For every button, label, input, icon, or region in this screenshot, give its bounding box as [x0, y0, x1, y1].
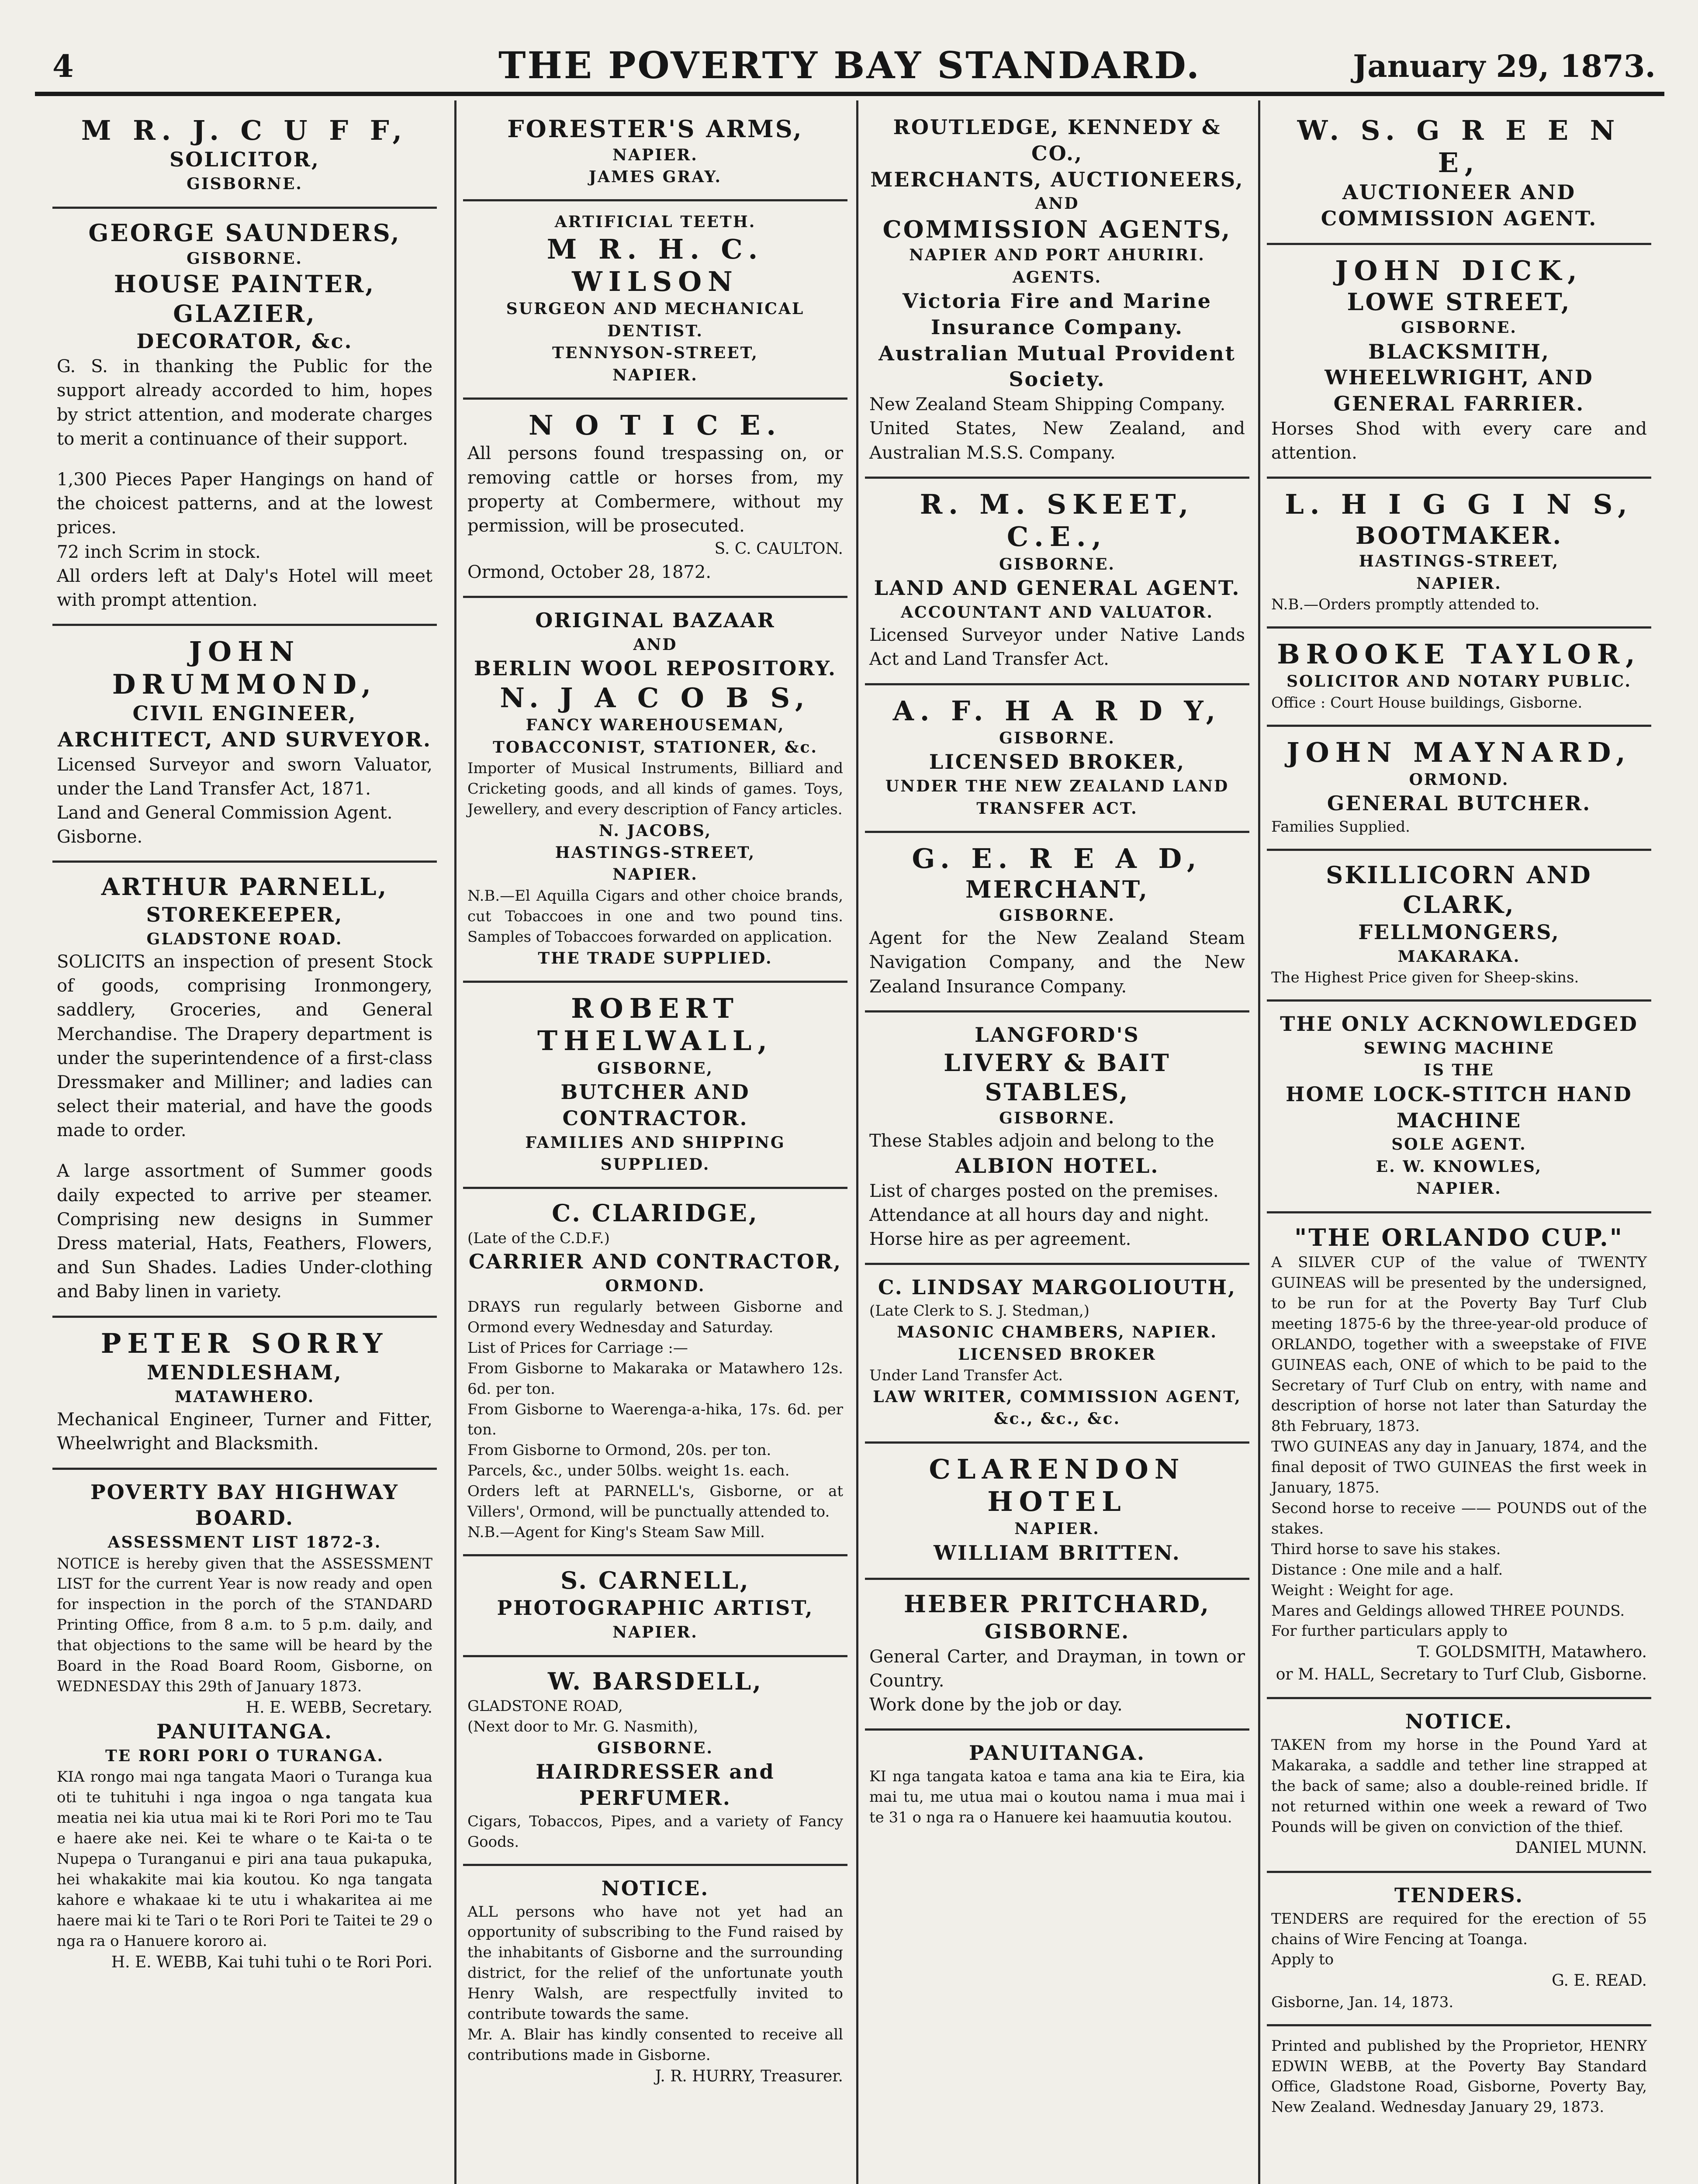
- ad-line: WILLIAM BRITTEN.: [934, 1541, 1181, 1565]
- ad-line: A SILVER CUP of the value of TWENTY GUINEAS will be presented by the undersigned, to be run for at the Poverty Bay Turf Club meeting 1875-6 by the three-year-old produce of ORLANDO, together with a sweepstake of FIVE GUINEAS each, ONE of which to be paid to the Secretary of Turf Club on entry, with name and description of horse not later than Saturday the 8th February, 1873.: [1271, 1254, 1647, 1435]
- advertisement-dick: [1267, 245, 1651, 479]
- advertisement-orlando: [1267, 1213, 1651, 1700]
- ad-line: G. S. in thanking the Public for the support already accorded to him, hopes by strict attention, and moderate charges to merit a continuance of their support.: [57, 356, 432, 449]
- ad-line: JOHN DICK,: [1335, 255, 1583, 287]
- ad-line: Horse hire as per agreement.: [869, 1229, 1131, 1250]
- ad-line: A. F. H A R D Y,: [892, 695, 1222, 727]
- ad-line: FANCY WAREHOUSEMAN,: [526, 716, 785, 735]
- ad-line: Apply to: [1271, 1951, 1334, 1969]
- ad-line: TENDERS.: [1394, 1883, 1524, 1907]
- column-divider: [1258, 100, 1260, 2184]
- ad-line: From Gisborne to Makaraka or Matawhero 12s. 6d. per ton.: [467, 1359, 843, 1398]
- ad-line: Mechanical Engineer, Turner and Fitter, Wheelwright and Blacksmith.: [57, 1410, 432, 1454]
- ad-line: From Gisborne to Ormond, 20s. per ton.: [467, 1441, 771, 1459]
- ad-line: S. CARNELL,: [560, 1566, 750, 1594]
- ad-line: Families Supplied.: [1271, 818, 1410, 836]
- ad-line: SKILLICORN AND CLARK,: [1326, 861, 1592, 919]
- ad-line: PANUITANGA.: [156, 1720, 333, 1744]
- ad-line: Mr. A. Blair has kindly consented to receive all contributions made in Gisborne.: [467, 2025, 843, 2064]
- ad-line: N.B.—El Aquilla Cigars and other choice brands, cut Tobaccoes in one and two pound tins. Samples of Tobaccoes forwarded on application.: [467, 887, 843, 946]
- ad-line: Victoria Fire and Marine Insurance Company.: [902, 289, 1212, 339]
- ad-line: GISBORNE.: [597, 1738, 713, 1757]
- ad-line: TAKEN from my horse in the Pound Yard at Makaraka, a saddle and tether line strapped at the back of same; also a double-reined bridle. If not returned within one week a reward of Two Pounds will be given on conviction of the thief.: [1271, 1736, 1647, 1836]
- ad-line: LOWE STREET,: [1347, 287, 1571, 316]
- advertisement-claridge: [463, 1189, 847, 1556]
- ad-line: (Next door to Mr. G. Nasmith),: [467, 1718, 699, 1735]
- ad-line: FELLMONGERS,: [1358, 920, 1560, 944]
- ad-line: Second horse to receive —— POUNDS out of the stakes.: [1271, 1499, 1647, 1538]
- ad-line: N.B.—Orders promptly attended to.: [1271, 596, 1540, 614]
- advertisement-greene: [1267, 105, 1651, 245]
- ad-line: Licensed Surveyor under Native Lands Act and Land Transfer Act.: [869, 625, 1245, 670]
- ad-line: AGENTS.: [1012, 268, 1102, 287]
- page-number: 4: [52, 48, 74, 84]
- advertisement-munn: [1267, 1699, 1651, 1873]
- ad-line: GEORGE SAUNDERS,: [88, 218, 401, 247]
- advertisement-highway: [52, 1470, 437, 1985]
- ad-line: NOTICE.: [1405, 1710, 1513, 1734]
- ad-line: BUTCHER AND CONTRACTOR.: [560, 1080, 750, 1130]
- ad-line: SOLICITOR,: [169, 148, 320, 172]
- ad-line: SOLICITS an inspection of present Stock of goods, comprising Ironmongery, saddlery, Groceries, and General Merchandise. The Drapery department is under the superintendence of a first-class Dressmaker and Milliner; and ladies can select their material, and have the goods made to order.: [57, 951, 432, 1141]
- ad-line: CARRIER AND CONTRACTOR,: [468, 1249, 842, 1273]
- advertisement-maynard: [1267, 727, 1651, 851]
- ad-line: M R. J. C U F F,: [81, 114, 408, 146]
- ad-line: S. C. CAULTON.: [714, 540, 843, 558]
- ad-line: H. E. WEBB, Secretary.: [246, 1698, 432, 1717]
- ad-line: GISBORNE.: [999, 729, 1115, 747]
- advertisement-panuitanga2: [865, 1731, 1249, 1839]
- ad-line: BLACKSMITH, WHEELWRIGHT, AND GENERAL FARRIER.: [1325, 339, 1594, 416]
- issue-date: January 29, 1873.: [1353, 48, 1656, 84]
- advertisement-saunders: [52, 209, 437, 626]
- ad-line: SOLE AGENT.: [1391, 1135, 1527, 1154]
- ad-line: J. R. HURRY, Treasurer.: [655, 2067, 843, 2085]
- ad-line: The Highest Price given for Sheep-skins.: [1271, 969, 1579, 987]
- advertisement-skeet: [865, 479, 1249, 685]
- ad-line: E. W. KNOWLES,: [1376, 1157, 1542, 1176]
- ad-line: W. S. G R E E N E,: [1297, 114, 1621, 179]
- ad-line: TE RORI PORI O TURANGA.: [105, 1747, 384, 1766]
- ad-line: From Gisborne to Waerenga-a-hika, 17s. 6d. per ton.: [467, 1400, 843, 1439]
- column-divider: [454, 100, 456, 2184]
- ad-line: For further particulars apply to: [1271, 1622, 1508, 1640]
- ad-line: List of charges posted on the premises.: [869, 1181, 1219, 1201]
- advertisement-skillicorn: [1267, 851, 1651, 1002]
- ad-line: ACCOUNTANT AND VALUATOR.: [901, 603, 1214, 622]
- ad-line: GENERAL BUTCHER.: [1327, 791, 1591, 816]
- advertisement-imprint: [1267, 2026, 1651, 2129]
- advertisement-hardy: [865, 685, 1249, 833]
- ad-line: United States, New Zealand, and Australian M.S.S. Company.: [869, 418, 1245, 463]
- ad-line: ARTIFICIAL TEETH.: [554, 213, 756, 232]
- ad-line: 1,300 Pieces Paper Hangings on hand of the choicest patterns, and at the lowest prices.: [57, 470, 432, 538]
- ad-line: HOME LOCK-STITCH HAND MACHINE: [1286, 1082, 1632, 1132]
- ad-line: MATAWHERO.: [174, 1387, 315, 1406]
- advertisement-pritchard: [865, 1580, 1249, 1731]
- ad-line: GISBORNE.: [187, 249, 303, 268]
- ad-line: FORESTER'S ARMS,: [507, 115, 803, 143]
- ad-line: 72 inch Scrim in stock.: [57, 542, 261, 562]
- ad-line: GISBORNE.: [984, 1620, 1130, 1644]
- ad-line: ORMOND.: [1409, 771, 1509, 789]
- advertisement-forester: [463, 105, 847, 201]
- advertisement-brooke: [1267, 629, 1651, 727]
- ad-line: All orders left at Daly's Hotel will meet with prompt attention.: [57, 566, 432, 610]
- ad-line: N. JACOBS,: [598, 821, 712, 840]
- spacer: [57, 451, 432, 468]
- ad-line: NAPIER.: [612, 366, 698, 384]
- ad-line: MERCHANT,: [965, 875, 1149, 904]
- masthead: [35, 26, 1664, 92]
- ad-line: STOREKEEPER,: [146, 902, 343, 926]
- ad-line: HASTINGS-STREET,: [1359, 552, 1560, 571]
- ad-line: Parcels, &c., under 50lbs. weight 1s. each.: [467, 1462, 790, 1480]
- ad-line: Horses Shod with every care and attention.: [1271, 419, 1647, 463]
- ad-line: A large assortment of Summer goods daily expected to arrive per steamer. Comprising new designs in Summer Dress material, Hats, Feathers, Flowers, and Sun Shades. Ladies Under-clothing and Baby linen in variety.: [57, 1161, 432, 1302]
- ad-line: POVERTY BAY HIGHWAY BOARD.: [90, 1480, 399, 1530]
- ad-line: BOOTMAKER.: [1355, 521, 1563, 549]
- ad-line: Work done by the job or day.: [869, 1695, 1123, 1715]
- ad-line: GISBORNE.: [999, 555, 1115, 574]
- ad-line: LAND AND GENERAL AGENT.: [874, 576, 1241, 600]
- ad-line: ARTHUR PARNELL,: [101, 873, 388, 901]
- ad-line: ROUTLEDGE, KENNEDY & CO.,: [893, 115, 1221, 165]
- masthead-rule: [35, 92, 1664, 96]
- ad-line: SURGEON AND MECHANICAL DENTIST.: [506, 300, 805, 340]
- advertisement-carnell: [463, 1556, 847, 1657]
- column-4: [1267, 105, 1651, 2184]
- advertisement-read: [865, 833, 1249, 1013]
- ad-line: (Late Clerk to S. J. Stedman,): [869, 1302, 1089, 1320]
- ad-line: LAW WRITER, COMMISSION AGENT, &c., &c., &c.: [873, 1387, 1242, 1428]
- advertisement-tenders: [1267, 1873, 1651, 2026]
- advertisement-barsdell: [463, 1657, 847, 1866]
- ad-line: DANIEL MUNN.: [1515, 1839, 1647, 1857]
- column-2: [463, 105, 847, 2184]
- ad-line: SEWING MACHINE: [1363, 1039, 1555, 1058]
- advertisement-notice_caulton: [463, 400, 847, 598]
- ad-line: DRAYS run regularly between Gisborne and Ormond every Wednesday and Saturday.: [467, 1298, 843, 1336]
- ad-line: Mares and Geldings allowed THREE POUNDS.: [1271, 1602, 1625, 1620]
- ad-line: LANGFORD'S: [975, 1023, 1140, 1047]
- ad-line: GLADSTONE ROAD.: [146, 930, 343, 948]
- ad-line: LICENSED BROKER: [958, 1345, 1156, 1364]
- ad-line: DECORATOR, &c.: [136, 329, 353, 353]
- ad-line: NAPIER.: [612, 145, 698, 164]
- ad-line: BERLIN WOOL REPOSITORY.: [474, 656, 837, 680]
- ad-line: Office : Court House buildings, Gisborne.: [1271, 694, 1583, 712]
- advertisement-notice_hurry: [463, 1866, 847, 2099]
- ad-line: BROOKE TAYLOR,: [1277, 638, 1641, 670]
- ad-line: MAKARAKA.: [1397, 947, 1521, 966]
- ad-line: Gisborne.: [57, 827, 143, 847]
- ad-line: LICENSED BROKER,: [929, 750, 1186, 774]
- advertisement-wilson: [463, 201, 847, 400]
- ad-line: NAPIER.: [1416, 574, 1502, 593]
- ad-line: GISBORNE.: [999, 906, 1115, 925]
- ad-line: GLADSTONE ROAD,: [467, 1697, 623, 1715]
- ad-line: ALL persons who have not yet had an opportunity of subscribing to the Fund raised by the inhabitants of Gisborne and the surrounding district, for the relief of the unfortunate youth Henry Walsh, are respectfully invited to contribute towards the same.: [467, 1903, 843, 2023]
- ad-line: UNDER THE NEW ZEALAND LAND TRANSFER ACT.: [885, 777, 1229, 818]
- ad-line: NAPIER.: [612, 865, 698, 884]
- ad-line: Importer of Musical Instruments, Billiard and Cricketing goods, and all kinds of games. Toys, Jewellery, and every description of Fancy articles.: [467, 759, 843, 818]
- ad-line: Orders left at PARNELL's, Gisborne, or at Villers', Ormond, will be punctually attended to.: [467, 1482, 843, 1521]
- advertisement-margoliouth: [865, 1265, 1249, 1443]
- ad-line: T. GOLDSMITH, Matawhero.: [1417, 1643, 1647, 1662]
- newspaper-title: THE POVERTY BAY STANDARD.: [498, 44, 1201, 87]
- ad-line: Distance : One mile and a half.: [1271, 1561, 1503, 1579]
- ad-line: "THE ORLANDO CUP.": [1294, 1223, 1624, 1251]
- ad-line: NOTICE.: [601, 1876, 709, 1900]
- ad-line: (Late of the C.D.F.): [467, 1229, 610, 1247]
- column-1: [52, 105, 437, 2184]
- ad-line: IS THE: [1424, 1061, 1494, 1080]
- advertisement-routledge: [865, 105, 1249, 479]
- ad-line: KIA rongo mai nga tangata Maori o Turanga kua oti te tuhituhi i nga ingoa o nga tangata kua meatia nei kia utua mai ki te Rori Pori mo te Tau e haere ake nei. Kei te whare o te Kai-ta o te Nupepa o Turanganui e piri ana taua pukapuka, hei whakakite mai kia koutou. Ko nga tangata kahore e whakaae ki te utu i whakaritea ai me haere mai ki te Tari o te Rori Pori te Taitei te 29 o nga ra o Hanuere kororo ai.: [57, 1768, 432, 1950]
- advertisement-sewing: [1267, 1002, 1651, 1213]
- column-3: [865, 105, 1249, 2184]
- ad-line: N. J A C O B S,: [500, 681, 811, 714]
- ad-line: PHOTOGRAPHIC ARTIST,: [497, 1596, 814, 1620]
- ad-line: Weight : Weight for age.: [1271, 1581, 1454, 1599]
- ad-line: GISBORNE,: [597, 1059, 713, 1078]
- ad-line: Cigars, Tobaccos, Pipes, and a variety of Fancy Goods.: [467, 1812, 843, 1851]
- ad-line: KI nga tangata katoa e tama ana kia te Eira, kia mai tu, me utua mai o koutou nama i mua mai i te 31 o nga ra o Hanuere kei haamuutia koutou.: [869, 1768, 1245, 1827]
- ad-line: THE ONLY ACKNOWLEDGED: [1280, 1012, 1638, 1036]
- ad-line: NAPIER AND PORT AHURIRI.: [909, 246, 1205, 265]
- ad-line: All persons found trespassing on, or removing cattle or horses from, my property at Combermere, without my permission, will be prosecuted.: [467, 443, 843, 536]
- ad-line: NAPIER.: [612, 1623, 698, 1642]
- ad-line: GISBORNE.: [187, 175, 303, 194]
- ad-line: JOHN DRUMMOND,: [112, 636, 377, 700]
- ad-line: New Zealand Steam Shipping Company.: [869, 394, 1226, 415]
- ad-line: MASONIC CHAMBERS, NAPIER.: [897, 1323, 1217, 1342]
- ad-line: General Carter, and Drayman, in town or Country.: [869, 1646, 1245, 1691]
- advertisement-higgins: [1267, 479, 1651, 629]
- ad-line: W. BARSDELL,: [548, 1667, 763, 1695]
- ad-line: H. E. WEBB, Kai tuhi tuhi o te Rori Pori.: [111, 1953, 432, 1971]
- ad-line: Gisborne, Jan. 14, 1873.: [1271, 1993, 1454, 2011]
- ad-line: HAIRDRESSER and PERFUMER.: [536, 1760, 775, 1810]
- ad-line: AND: [1035, 194, 1079, 213]
- ad-line: N.B.—Agent for King's Steam Saw Mill.: [467, 1524, 765, 1541]
- advertisement-jacobs: [463, 598, 847, 983]
- ad-line: MENDLESHAM,: [147, 1360, 342, 1384]
- ad-line: ROBERT THELWALL,: [537, 992, 773, 1057]
- ad-line: PETER SORRY: [100, 1327, 389, 1359]
- advertisement-parnell: [52, 863, 437, 1317]
- ad-line: JOHN MAYNARD,: [1286, 736, 1632, 768]
- ad-line: These Stables adjoin and belong to the: [869, 1130, 1214, 1151]
- ad-line: JAMES GRAY.: [588, 167, 722, 186]
- ad-line: List of Prices for Carriage :—: [467, 1339, 688, 1357]
- ad-line: M R. H. C. WILSON: [546, 233, 764, 298]
- ad-line: PANUITANGA.: [968, 1741, 1146, 1765]
- ad-line: HOUSE PAINTER, GLAZIER,: [114, 270, 376, 328]
- ad-line: AND: [633, 635, 678, 654]
- ad-line: HASTINGS-STREET,: [555, 843, 756, 862]
- ad-line: L. H I G G I N S,: [1285, 488, 1633, 521]
- ad-line: Third horse to save his stakes.: [1271, 1540, 1501, 1558]
- ad-line: ORIGINAL BAZAAR: [535, 608, 775, 632]
- ad-line: C. LINDSAY MARGOLIOUTH,: [878, 1275, 1237, 1299]
- ad-line: NAPIER.: [1014, 1520, 1100, 1538]
- ad-line: Licensed Surveyor and sworn Valuator, under the Land Transfer Act, 1871.: [57, 754, 432, 799]
- ad-line: GISBORNE.: [999, 1109, 1115, 1127]
- ad-line: TOBACCONIST, STATIONER, &c.: [493, 738, 818, 757]
- ad-line: G. E. READ.: [1552, 1972, 1647, 1990]
- ad-line: or M. HALL, Secretary to Turf Club, Gisborne.: [1276, 1665, 1647, 1683]
- ad-line: SOLICITOR AND NOTARY PUBLIC.: [1286, 672, 1632, 691]
- spacer: [57, 1143, 432, 1159]
- ad-line: TENNYSON-STREET,: [552, 344, 758, 363]
- ad-line: Agent for the New Zealand Steam Navigation Company, and the New Zealand Insurance Company.: [869, 928, 1245, 997]
- ad-line: THE TRADE SUPPLIED.: [538, 949, 773, 968]
- ad-line: HEBER PRITCHARD,: [903, 1590, 1211, 1618]
- advertisement-drummond: [52, 626, 437, 863]
- ad-line: TENDERS are required for the erection of 55 chains of Wire Fencing at Toanga.: [1271, 1910, 1647, 1948]
- ad-line: Attendance at all hours day and night.: [869, 1205, 1209, 1226]
- ad-line: Printed and published by the Proprietor, HENRY EDWIN WEBB, at the Poverty Bay Standard Office, Gladstone Road, Gisborne, Poverty Bay, New Zealand. Wednesday January 29, 1873.: [1271, 2037, 1647, 2116]
- ad-line: AUCTIONEER AND COMMISSION AGENT.: [1321, 180, 1598, 230]
- ad-line: N O T I C E.: [529, 409, 782, 442]
- advertisement-thelwall: [463, 983, 847, 1189]
- ad-line: LIVERY & BAIT STABLES,: [944, 1048, 1171, 1106]
- ad-line: ALBION HOTEL.: [955, 1154, 1159, 1178]
- ad-line: CIVIL ENGINEER, ARCHITECT, AND SURVEYOR.: [57, 701, 432, 751]
- ad-line: MERCHANTS, AUCTIONEERS,: [870, 167, 1244, 191]
- ad-line: CLARENDON HOTEL: [929, 1453, 1186, 1518]
- ad-line: NAPIER.: [1416, 1179, 1502, 1198]
- ad-line: NOTICE is hereby given that the ASSESSMENT LIST for the current Year is now ready and open for inspection in the porch of the STANDARD Printing Office, from 8 a.m. to 5 p.m. daily, and that objections to the same will be heard by the Board in the Road Board Room, Gisborne, on WEDNESDAY this 29th of January 1873.: [57, 1555, 432, 1695]
- ad-line: TWO GUINEAS any day in January, 1874, and the final deposit of TWO GUINEAS the first week in January, 1875.: [1271, 1438, 1647, 1497]
- advertisement-langford: [865, 1013, 1249, 1265]
- ad-line: ORMOND.: [605, 1276, 705, 1295]
- ad-line: GISBORNE.: [1401, 318, 1517, 337]
- ad-line: COMMISSION AGENTS,: [882, 215, 1232, 243]
- ad-line: Under Land Transfer Act.: [869, 1366, 1063, 1384]
- ad-line: FAMILIES AND SHIPPING SUPPLIED.: [525, 1133, 785, 1174]
- column-divider: [856, 100, 858, 2184]
- ad-line: ASSESSMENT LIST 1872-3.: [107, 1533, 382, 1552]
- advertisement-cuff: [52, 105, 437, 209]
- ad-line: Australian Mutual Provident Society.: [878, 341, 1236, 391]
- ad-line: Land and General Commission Agent.: [57, 802, 393, 823]
- ad-line: G. E. R E A D,: [912, 842, 1203, 874]
- ad-line: C. CLARIDGE,: [552, 1199, 759, 1227]
- advertisement-sorry: [52, 1318, 437, 1470]
- ad-line: R. M. SKEET, C.E.,: [920, 488, 1195, 553]
- ad-line: Ormond, October 28, 1872.: [467, 562, 712, 582]
- advertisement-clarendon: [865, 1444, 1249, 1580]
